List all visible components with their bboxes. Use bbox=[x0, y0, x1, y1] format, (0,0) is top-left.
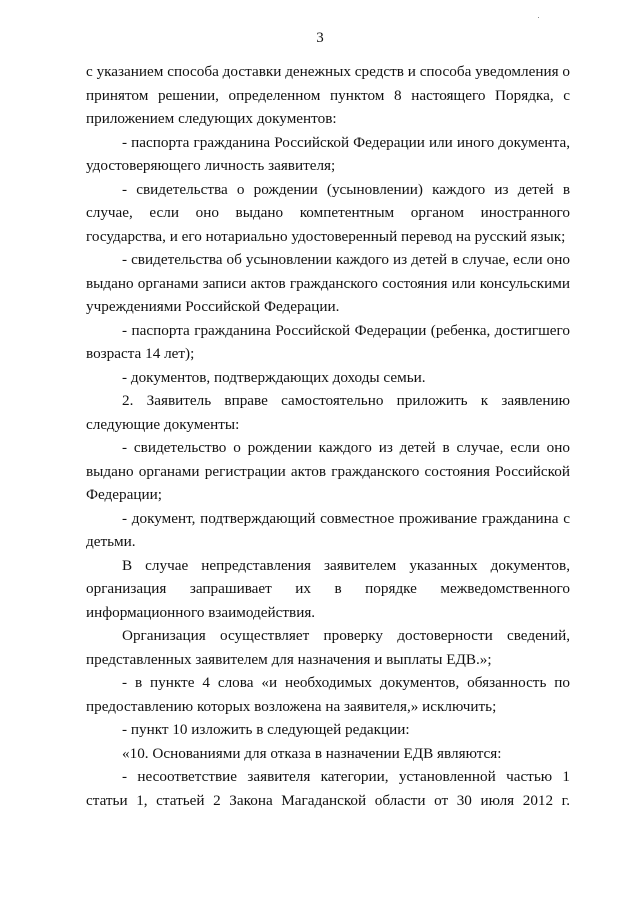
paragraph-adoption-certificate: - свидетельства об усыновлении каждого из детей в случае, если оно выдано органами записи актов гражданского состояния или консульскими учреждениями Российской Федерации. bbox=[86, 251, 570, 315]
page-number: 3 bbox=[316, 30, 324, 46]
paragraph-income-documents: - документов, подтверждающих доходы семьи. bbox=[122, 368, 426, 386]
paragraph-mismatch-category: - несоответствие заявителя категории, установленной частью 1 статьи 1, статьей 2 Закона Магаданской области от 30 июля 2012 г. bbox=[86, 768, 570, 809]
paragraph-cohabitation-document: - документ, подтверждающий совместное проживание гражданина с детьми. bbox=[86, 509, 570, 550]
paragraph-birth-certificate-foreign: - свидетельства о рождении (усыновлении) каждого из детей в случае, если оно выдано компетентным органом иностранного государства, и его нотариально удостоверенный перевод на русский язык; bbox=[86, 180, 570, 245]
paragraph-child-passport: - паспорта гражданина Российской Федерации (ребенка, достигшего возраста 14 лет); bbox=[86, 321, 570, 362]
paragraph-item-2: 2. Заявитель вправе самостоятельно приложить к заявлению следующие документы: bbox=[86, 392, 570, 433]
scan-speck bbox=[538, 17, 539, 18]
paragraph-item-10-heading: «10. Основаниями для отказа в назначении ЕДВ являются: bbox=[122, 744, 502, 762]
paragraph-item-4-amendment: - в пункте 4 слова «и необходимых документов, обязанность по предоставлению которых возложена на заявителя,» исключить; bbox=[86, 674, 570, 715]
paragraph-intro: с указанием способа доставки денежных средств и способа уведомления о принятом решении, определенном пунктом 8 настоящего Порядка, с приложением следующих документов: bbox=[86, 63, 570, 127]
paragraph-verification: Организация осуществляет проверку достоверности сведений, представленных заявителем для назначения и выплаты ЕДВ.»; bbox=[86, 627, 570, 668]
paragraph-passport: - паспорта гражданина Российской Федерации или иного документа, удостоверяющего личность заявителя; bbox=[86, 133, 570, 174]
paragraph-item-10-amendment: - пункт 10 изложить в следующей редакции: bbox=[122, 721, 410, 738]
paragraph-interagency-request: В случае непредставления заявителем указанных документов, организация запрашивает их в порядке межведомственного информационного взаимодействия. bbox=[86, 556, 570, 621]
paragraph-birth-certificate-rf: - свидетельство о рождении каждого из детей в случае, если оно выдано органами регистрации актов гражданского состояния Российской Федерации; bbox=[86, 439, 570, 503]
document-body bbox=[86, 60, 570, 812]
